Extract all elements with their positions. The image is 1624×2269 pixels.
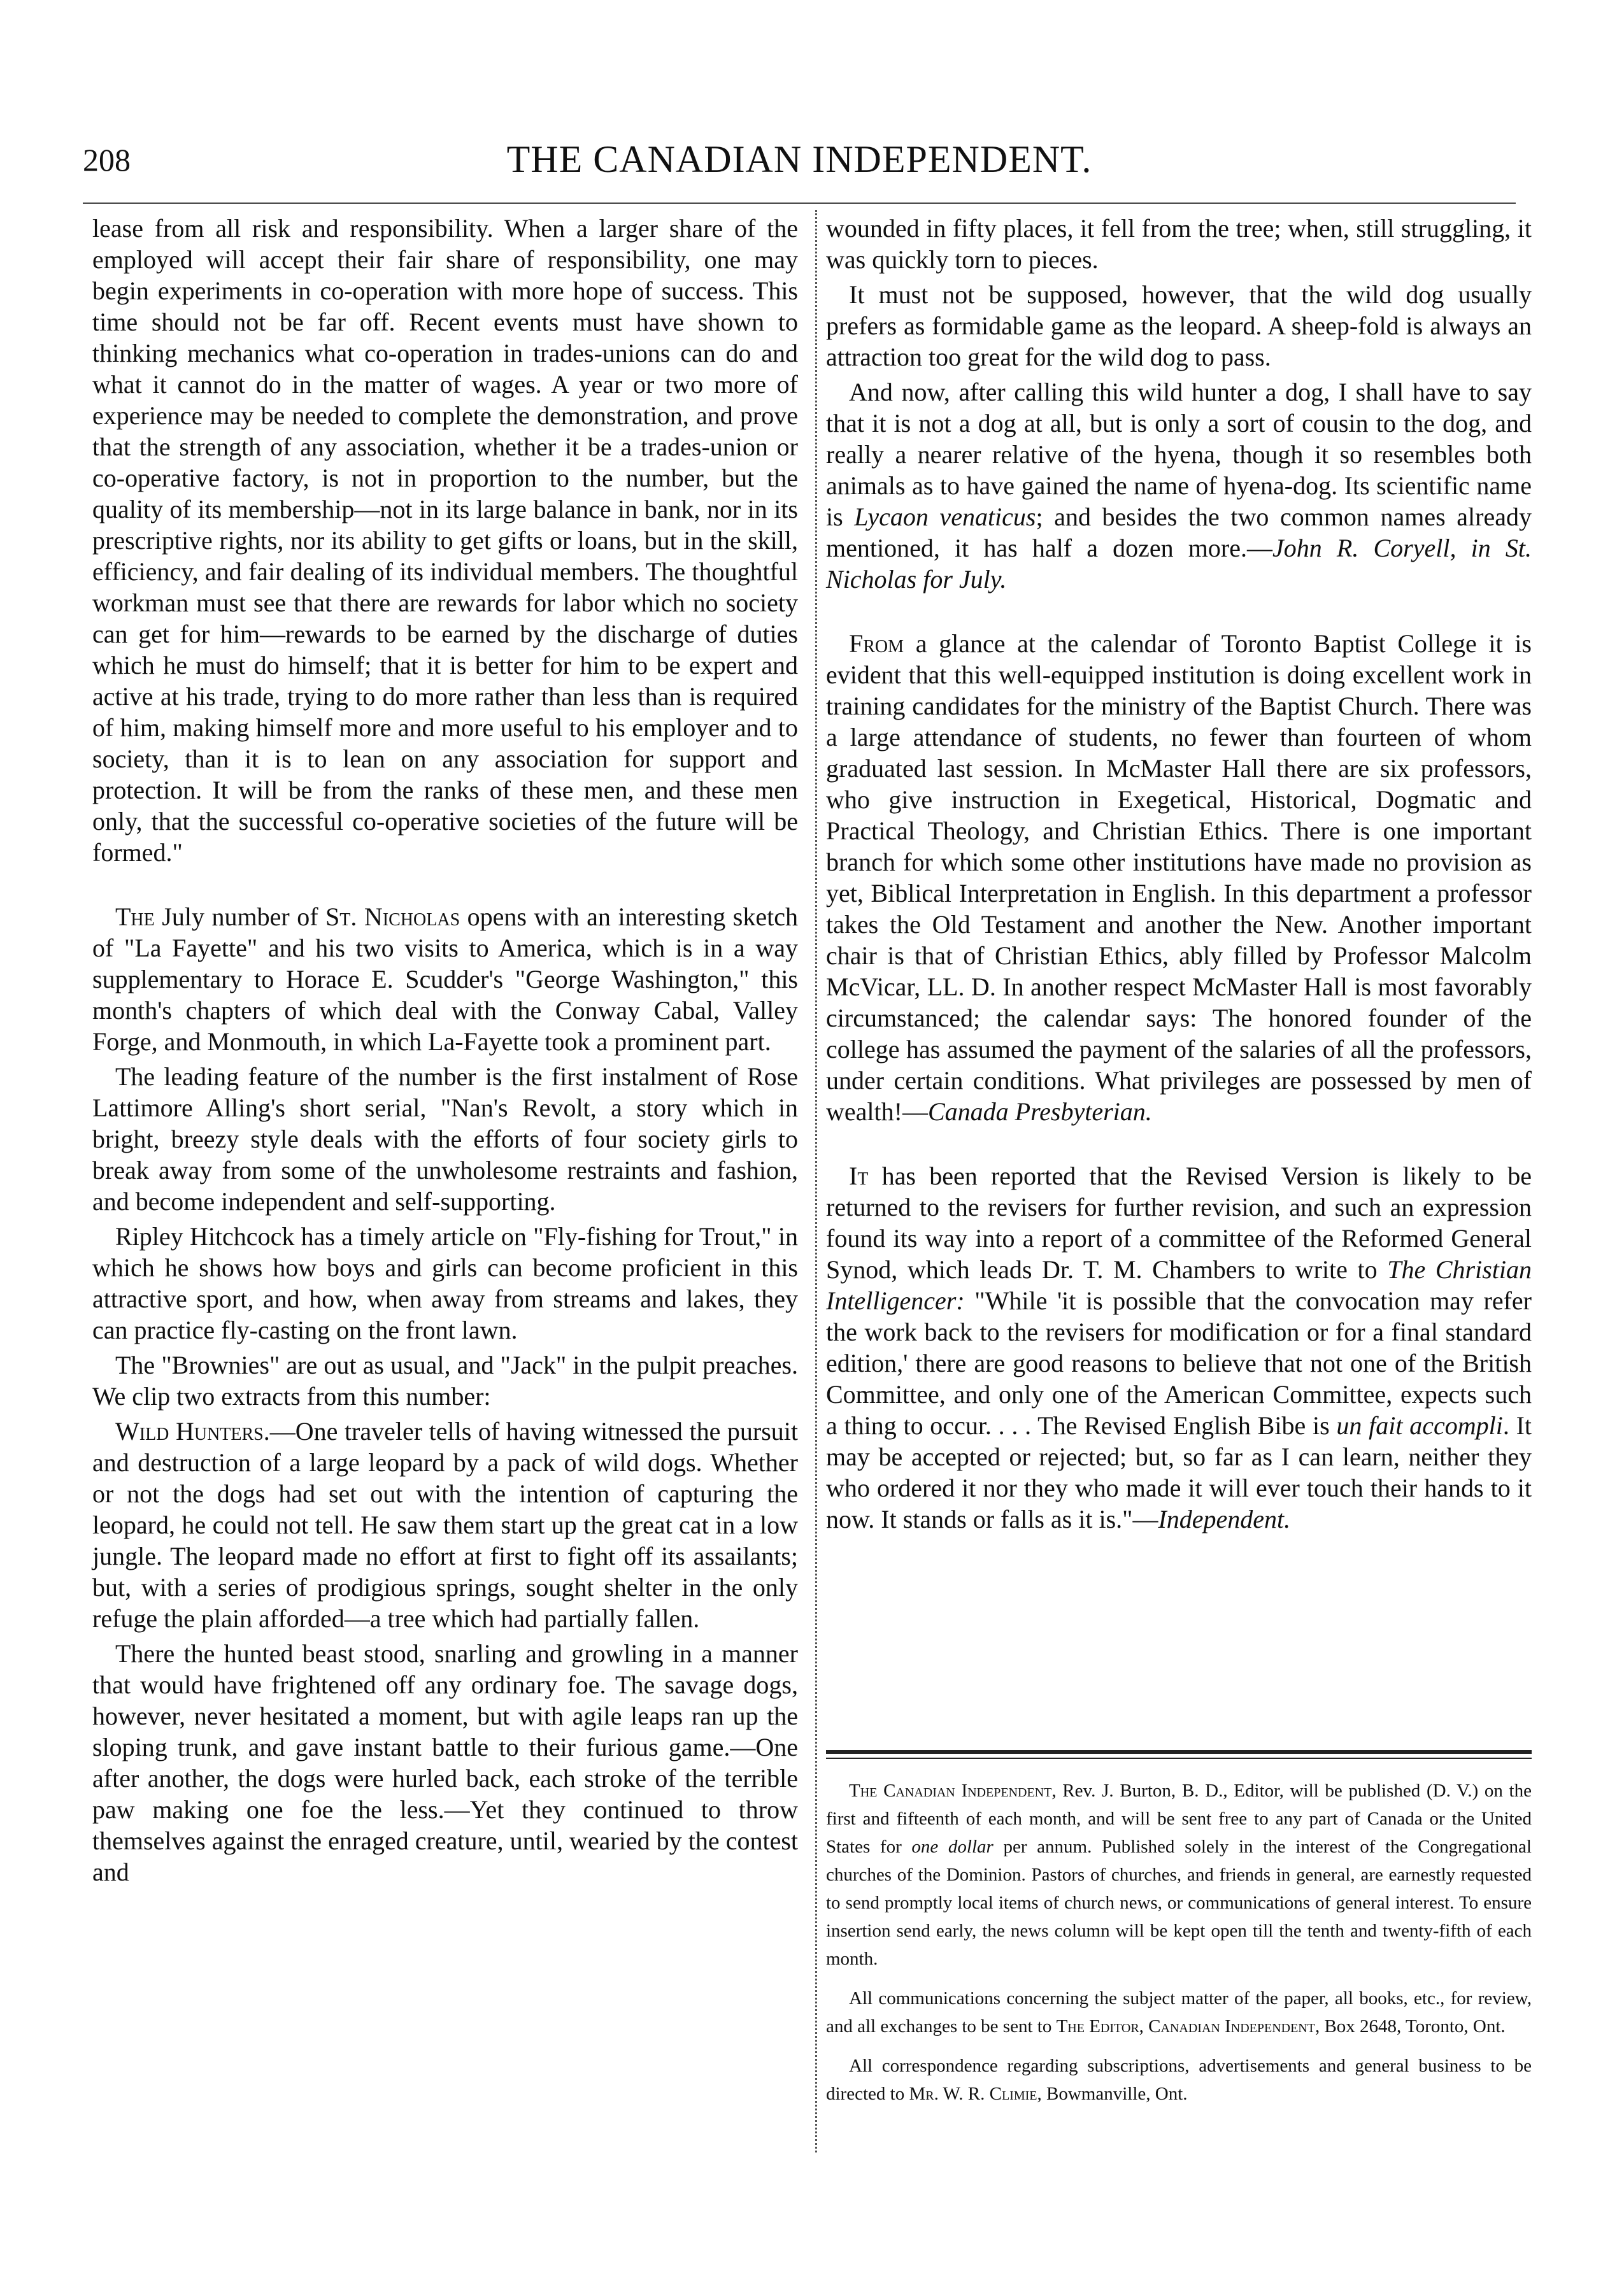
magazine-name: St. Nicholas [325, 902, 460, 931]
communications-paragraph: All communications concerning the subject matter of the paper, all books, etc., for review, and all exchanges to be sent to The Editor, Canadian Independent, Box 2648, Toronto, Ont. [826, 1988, 1532, 2037]
correspondence-paragraph: All correspondence regarding subscriptions, advertisements and general business to be directed to Mr. W. R. Climie, Bowmanville, Ont. [826, 2056, 1532, 2104]
header-rule [83, 203, 1516, 204]
publication-notice [826, 1777, 1532, 2119]
publication-info-paragraph: The Canadian Independent, Rev. J. Burton, B. D., Editor, will be published (D. V.) on the first and fifteenth of each month, and will be sent free to any part of Canada or the United States for one dollar per annum. Published solely in the interest of the Congregational churches of the Dominion. Pastors of churches, and friends in general, are earnestly requested to send promptly local items of church news, or communications of general interest. To ensure insertion send early, the news column will be kept open till the tenth and twenty-fifth of each month. [826, 1781, 1532, 1969]
editor-address-name: The Editor, Canadian Independent [1056, 2016, 1315, 2037]
baptist-college-paragraph: From a glance at the calendar of Toronto Baptist College it is evident that this well-equipped institution is doing excellent work in training candidates for the ministry of the Baptist Church. There was a large attendance of students, no fewer than fourteen of whom graduated last session. In McMaster Hall there are six professors, who give instruction in Exegetical, Historical, Dogmatic and Practical Theology, and Christian Ethics. There is one important branch for which some other institutions have made no provision as yet, Biblical Interpretation in English. In this department a professor takes the Old Testament and another the New. Another important chair is that of Christian Ethics, ably filled by Professor Malcolm McVicar, LL. D. In another respect McMaster Hall is most favorably circumstanced; the calendar says: The honored founder of the college has assumed the payment of the salaries of all the professors, under certain conditions. What privileges are possessed by men of wealth!—Canada Presbyterian. [826, 629, 1532, 1126]
brownies-paragraph: The "Brownies" are out as usual, and "Jack" in the pulpit preaches. We clip two extracts from this number: [92, 1351, 798, 1411]
masthead-title: THE CANADIAN INDEPENDENT. [506, 138, 1092, 180]
wild-hunters-heading: Wild Hunters. [115, 1417, 270, 1446]
wild-dog-paragraph: It must not be supposed, however, that the wild dog usually prefers as formidable game as the leopard. A sheep-fold is always an attraction too great for the wild dog to pass. [826, 280, 1532, 371]
hyena-dog-paragraph: And now, after calling this wild hunter a dog, I shall have to say that it is not a dog at all, but is only a sort of cousin to the dog, and really a nearer relative of the hyena, though it so resembles both animals as to have gained the name of hyena-dog. Its scientific name is Lycaon venaticus; and besides the two common names already mentioned, it has half a dozen more.—John R. Coryell, in St. Nicholas for July. [826, 378, 1532, 594]
subscription-price: one dollar [911, 1837, 994, 1857]
st-nicholas-paragraph: The July number of St. Nicholas opens with an interesting sketch of "La Fayette" and his two visits to America, which is in a way supplementary to Horace E. Scudder's "George Washington," this month's chapters of which deal with the Conway Cabal, Valley Forge, and Monmouth, in which La-Fayette took a prominent part. [92, 902, 798, 1056]
page-number: 208 [83, 142, 131, 178]
left-column [92, 213, 798, 1888]
wild-hunters-paragraph: Wild Hunters.—One traveler tells of having witnessed the pursuit and destruction of a large leopard by a pack of wild dogs. Whether or not the dogs had set out with the intention of capturing the leopard, he could not tell. He saw them start up the great cat in a low jungle. The leopard made no effort at first to fight off its assailants; but, with a series of prodigious springs, sought shelter in the only refuge the plain afforded—a tree which had partially fallen. [92, 1417, 798, 1633]
article-source: Independent. [1158, 1505, 1291, 1533]
paper-name: The Canadian Independent [849, 1781, 1052, 1801]
french-phrase: un fait accompli [1336, 1411, 1503, 1440]
right-column [826, 213, 1532, 1535]
revised-version-paragraph: It has been reported that the Revised Version is likely to be returned to the revisers for further revision, and such an expression found its way into a report of a committee of the Reformed General Synod, which leads Dr. T. M. Chambers to write to The Christian Intelligencer: "While 'it is possible that the convocation may refer the work back to the revisers for modification or for a final standard edition,' there are good reasons to believe that not one of the British Committee, and only one of the American Committee, expects such a thing to occur. . . . The Revised English Bibe is un fait accompli. It may be accepted or rejected; but, so far as I can learn, neither they who ordered it nor they who made it will ever touch their hands to it now. It stands or falls as it is."—Independent. [826, 1162, 1532, 1533]
notice-rule-thin [826, 1758, 1532, 1759]
paragraph-lead-word: From [849, 629, 904, 658]
column-divider [815, 210, 817, 2152]
hunted-beast-paragraph: There the hunted beast stood, snarling and growling in a manner that would have frightened off any ordinary foe. The savage dogs, however, never hesitated a moment, but with agile leaps ran up the sloping trunk, and gave instant battle to their furious game.—One after another, the dogs were hurled back, each stroke of the terrible paw making one foe the less.—Yet they continued to throw themselves against the enraged creature, until, wearied by the contest and [92, 1639, 798, 1886]
publication-name: The Christian Intelligencer: [826, 1255, 1532, 1315]
wounded-paragraph: wounded in fifty places, it fell from the tree; when, still struggling, it was quickly torn to pieces. [826, 214, 1532, 274]
fly-fishing-paragraph: Ripley Hitchcock has a timely article on "Fly-fishing for Trout," in which he shows how boys and girls can become proficient in this attractive sport, and how, when away from streams and lakes, they can practice fly-casting on the front lawn. [92, 1222, 798, 1344]
leading-feature-paragraph: The leading feature of the number is the first instalment of Rose Lattimore Alling's short serial, "Nan's Revolt, a story which in bright, breezy style deals with the efforts of four society girls to break away from some of the unwholesome restraints and fashion, and become independent and self-supporting. [92, 1062, 798, 1216]
cooperation-paragraph: lease from all risk and responsibility. When a larger share of the employed will accept their fair share of responsibility, one may begin experiments in co-operation with more hope of success. This time should not be far off. Recent events must have shown to thinking mechanics what co-operation in trades-unions can do and what it cannot do in the matter of wages. A year or two more of experience may be needed to complete the demonstration, and prove that the strength of any association, whether it be a trades-union or co-operative factory, is not in proportion to the number, but the quality of its membership—not in its large balance in bank, nor in its prescriptive rights, nor its ability to get gifts or loans, but in the skill, efficiency, and fair dealing of its individual members. The thoughtful workman must see that there are rewards for labor which no society can get for him—rewards to be earned by the discharge of duties which he must do himself; that it is better for him to be expert and active at his trade, trying to do more rather than less than is required of him, making himself more and more useful to his employer and to society, than it is to lean on any association for support and protection. It will be from the ranks of these men, and these men only, that the successful co-operative societies of the future will be formed." [92, 214, 798, 867]
business-manager-name: Mr. W. R. Climie [909, 2084, 1037, 2104]
page-header [83, 138, 1516, 192]
article-source: Canada Presbyterian. [927, 1097, 1152, 1126]
article-source: John R. Coryell, in St. Nicholas for July. [826, 534, 1532, 594]
scientific-name: Lycaon venaticus [854, 502, 1036, 531]
paragraph-lead-word: It [849, 1162, 869, 1190]
paragraph-lead-word: The [115, 902, 155, 931]
notice-rule-thick [826, 1750, 1532, 1754]
